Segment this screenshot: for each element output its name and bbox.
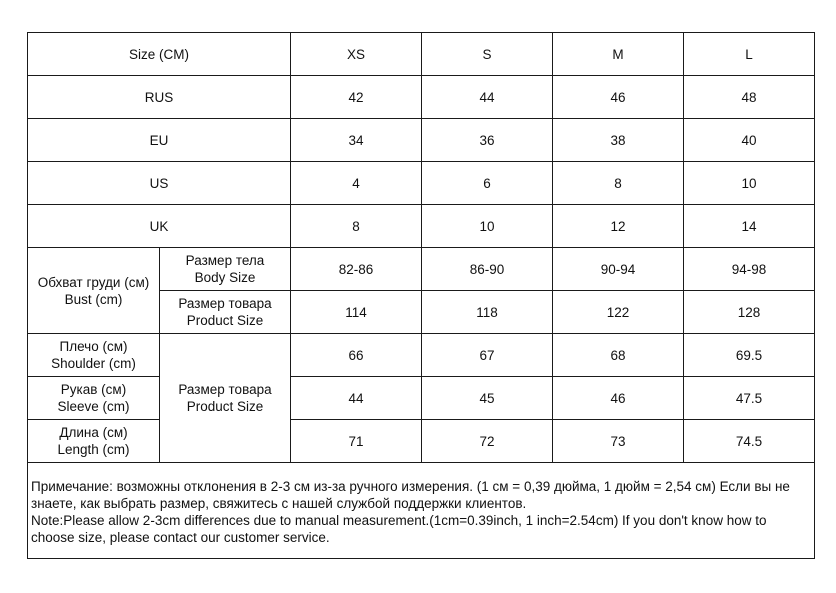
table-cell: 4 <box>291 162 422 205</box>
table-cell: 47.5 <box>684 377 815 420</box>
table-row-shoulder <box>28 334 815 377</box>
table-row-uk <box>28 205 815 248</box>
row-label-uk: UK <box>28 205 291 248</box>
row-label-eu: EU <box>28 119 291 162</box>
size-chart-table <box>27 32 815 559</box>
table-cell: 68 <box>553 334 684 377</box>
table-cell: 128 <box>684 291 815 334</box>
table-row-us <box>28 162 815 205</box>
header-row <box>28 33 815 76</box>
body-size-label-en: Body Size <box>194 270 256 285</box>
product-size-label-ru: Размер товара <box>178 296 272 311</box>
length-label-ru: Длина (см) <box>59 425 128 440</box>
table-cell: 8 <box>291 205 422 248</box>
size-header-label: Size (CM) <box>28 33 291 76</box>
table-cell: 122 <box>553 291 684 334</box>
table-row-bust-body <box>28 248 815 291</box>
table-cell: 40 <box>684 119 815 162</box>
table-cell: 69.5 <box>684 334 815 377</box>
table-cell: 10 <box>684 162 815 205</box>
table-cell: 82-86 <box>291 248 422 291</box>
size-header-xs: XS <box>291 33 422 76</box>
note-cell <box>28 463 815 559</box>
table-cell: 12 <box>553 205 684 248</box>
size-header-l: L <box>684 33 815 76</box>
table-cell: 118 <box>422 291 553 334</box>
table-cell: 34 <box>291 119 422 162</box>
bust-label-en: Bust (cm) <box>64 291 123 307</box>
sublabel-garment-product-size <box>160 334 291 463</box>
row-label-us: US <box>28 162 291 205</box>
row-label-bust <box>28 248 160 334</box>
table-cell: 44 <box>291 377 422 420</box>
size-header-m: M <box>553 33 684 76</box>
table-cell: 74.5 <box>684 420 815 463</box>
table-cell: 73 <box>553 420 684 463</box>
sublabel-body-size <box>160 248 291 291</box>
table-row-sleeve <box>28 377 815 420</box>
table-cell: 8 <box>553 162 684 205</box>
size-header-s: S <box>422 33 553 76</box>
table-cell: 90-94 <box>553 248 684 291</box>
shoulder-label-ru: Плечо (см) <box>59 339 128 354</box>
sleeve-label-ru: Рукав (см) <box>60 382 127 397</box>
garment-size-label-ru: Размер товара <box>178 382 272 397</box>
table-cell: 45 <box>422 377 553 420</box>
table-cell: 114 <box>291 291 422 334</box>
sublabel-product-size <box>160 291 291 334</box>
table-cell: 44 <box>422 76 553 119</box>
table-cell: 6 <box>422 162 553 205</box>
table-cell: 46 <box>553 76 684 119</box>
row-label-shoulder <box>28 334 160 377</box>
table-cell: 67 <box>422 334 553 377</box>
table-row-eu <box>28 119 815 162</box>
bust-label-ru: Обхват груди (см) <box>37 274 150 290</box>
table-cell: 14 <box>684 205 815 248</box>
table-cell: 86-90 <box>422 248 553 291</box>
length-label-en: Length (cm) <box>57 442 130 457</box>
note-text-ru: Примечание: возможны отклонения в 2-3 см из-за ручного измерения. (1 см = 0,39 дюйма, 1 дюйм = 2,54 см) Если вы не знаете, как выбрать размер, свяжитесь с нашей службой поддержки клиентов. <box>31 479 790 511</box>
table-cell: 46 <box>553 377 684 420</box>
note-row <box>28 463 815 559</box>
table-row-rus <box>28 76 815 119</box>
row-label-sleeve <box>28 377 160 420</box>
table-row-length <box>28 420 815 463</box>
table-cell: 10 <box>422 205 553 248</box>
sleeve-label-en: Sleeve (cm) <box>57 399 130 414</box>
table-cell: 48 <box>684 76 815 119</box>
table-cell: 36 <box>422 119 553 162</box>
table-cell: 42 <box>291 76 422 119</box>
shoulder-label-en: Shoulder (cm) <box>51 356 136 371</box>
table-cell: 66 <box>291 334 422 377</box>
table-cell: 72 <box>422 420 553 463</box>
row-label-rus: RUS <box>28 76 291 119</box>
body-size-label-ru: Размер тела <box>185 253 265 268</box>
table-cell: 94-98 <box>684 248 815 291</box>
product-size-label-en: Product Size <box>186 313 264 328</box>
table-cell: 71 <box>291 420 422 463</box>
note-text-en: Note:Please allow 2-3cm differences due to manual measurement.(1cm=0.39inch, 1 inch=2.54cm) If you don't know how to choose size, please contact our customer service. <box>31 513 767 545</box>
table-cell: 38 <box>553 119 684 162</box>
row-label-length <box>28 420 160 463</box>
garment-size-label-en: Product Size <box>186 399 264 414</box>
